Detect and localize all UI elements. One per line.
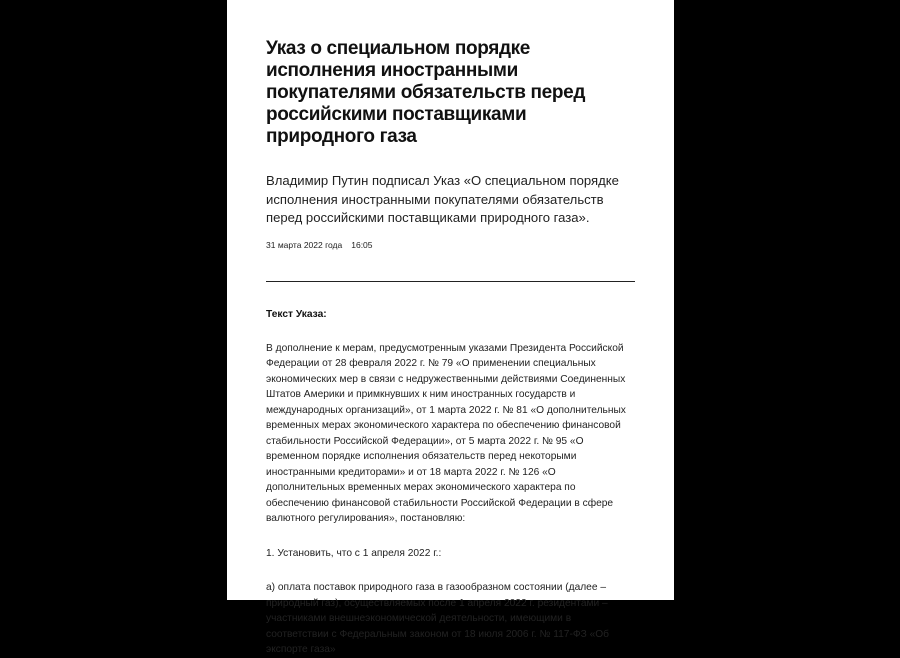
document-content xyxy=(266,38,636,658)
document-page xyxy=(227,0,674,655)
section-divider xyxy=(266,281,635,282)
decree-text-heading: Текст Указа: xyxy=(266,308,327,320)
publication-time: 16:05 xyxy=(351,239,373,250)
decree-paragraph-item-1: 1. Установить, что с 1 апреля 2022 г.: xyxy=(266,547,442,559)
decree-paragraph-item-1a: а) оплата поставок природного газа в газообразном состоянии (далее – природный газ), осуществляемых после 1 апреля 2022 г. резидентами – участниками внешнеэкономической деятельности, имеющими в соответствии с Федеральным законом от 18 июля 2006 г. № 117-ФЗ «Об экспорте газа» xyxy=(266,582,609,655)
publication-meta xyxy=(266,239,636,251)
document-title: Указ о специальном порядке исполнения иностранными покупателями обязательств перед российскими поставщиками природного газа xyxy=(266,38,586,147)
decree-paragraph-preamble: В дополнение к мерам, предусмотренным указами Президента Российской Федерации от 28 февраля 2022 г. № 79 «О применении специальных экономических мер в связи с недружественными действиями Соединенных Штатов Америки и примкнувших к ним иностранных государств и международных организаций», от 1 марта 2022 г. № 81 «О дополнительных временных мерах экономического характера по обеспечению финансовой стабильности Российской Федерации», от 5 марта 2022 г. № 95 «О временном порядке исполнения обязательств перед некоторыми иностранными кредиторами» и от 18 марта 2022 г. № 126 «О дополнительных временных мерах экономического характера по обеспечению финансовой стабильности Российской Федерации в сфере валютного регулирования», постановляю: xyxy=(266,342,626,524)
document-lead: Владимир Путин подписал Указ «О специальном порядке исполнения иностранными покупателями обязательств перед российскими поставщиками природного газа». xyxy=(266,173,619,225)
publication-date: 31 марта 2022 года xyxy=(266,239,343,250)
